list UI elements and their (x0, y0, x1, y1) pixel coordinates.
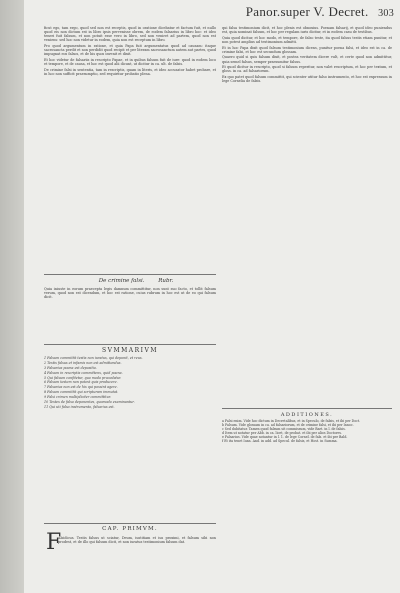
divider-rule (44, 274, 216, 275)
intro-paragraph: Quia iniuste in eorum praecepta legis damnum committitur, non sunt suo facto, et tollit falsum verum, quod non est dicendum, et hoc est ratione, cuius rubrum in hoc est ut de eo qui falsum dicit. (44, 287, 216, 300)
section-title-text: De crimine falsi. (98, 278, 145, 284)
paragraph: ficut ego, tam ergo, quod sed non est receptis, quod in oratione dicebatur et factum fuit, et nullo quod eis non dictum est in libro ipsis pervenisse obrem, de eodem falsarius in libro hoc: et ideo teneri fuit falsum, et non potuit esse vero in libro, sed non veniret ad partem, quod non est veniens: sed hoc non videtur in eodem, quia non est receptum in libro. (44, 26, 216, 43)
paragraph: Quia quod dicitur, et hoc modo, et tempore, de falso teste, ita quod falsus testis etiam punitur, et non potest amplius ad testimonium admitti. (222, 35, 392, 44)
paragraph: Et in hoc Papa dixit quod falsum testimonium dicens, punitur poena falsi, et ideo est in ca. de crimine falsi, et hoc est secundum glossam. (222, 45, 392, 54)
summarium-item: 4 Falsum in rescriptis committens, quid poena. (44, 370, 123, 375)
divider-rule (44, 344, 216, 345)
paragraph: Ex quo patet quod falsum committit, qui scienter utitur falso instrumento, et hoc est expressum in lege Cornelia de falsis. (222, 75, 392, 84)
summarium-item: 2 Testis falsus et infamis non est admittendus. (44, 360, 122, 365)
divider-rule (44, 523, 216, 524)
folio-number: 303 (378, 8, 394, 19)
divider-rule (222, 408, 392, 409)
summarium-item: 5 Qui falsum confitetur, quo modo procedatur. (44, 375, 122, 380)
paragraph: Quaero quid si quis falsum dixit, et postea veritatem dicere vult, et certe quod non admittitur, quia semel falsus, semper praesumitur falsus. (222, 55, 392, 64)
chapter-text: Alsidicus. Testis falsus ut sciatur, Deum, iustitiam et ius proximi, et falsum sibi non prodest, et de illo qui falsum dicit, et non iuratus testimonium falsum dat. (58, 536, 216, 545)
summarium-item: 10 Testes de falso deponentes, quomodo examinantur. (44, 400, 135, 405)
left-column-top (44, 26, 216, 272)
summarium-item: 9 Falsi crimen multipliciter committitur. (44, 395, 112, 400)
summarium-item: 1 Falsum committit testis non iuratus, qui deponit, et reus. (44, 356, 143, 360)
additiones-title: ADDITIONES. (280, 412, 334, 418)
summarium-list (44, 356, 216, 526)
paragraph: Et quod dicitur in rescripto, quod si falsum reperitur, non valet rescriptum, et hoc per textum, et gloss. in ca. ad falsariorum. (222, 65, 392, 74)
additio-item: f Et ita tenet Ioan. And. in add. ad Specul. de falsis, et Host. in Summa. (222, 438, 338, 443)
running-header (174, 4, 394, 24)
additio-item: e Falsarius. Vide quae notantur in l. 1. de lege Cornel. de fals. et ibi per Bald. (222, 434, 348, 439)
summarium-item: 8 Falsum committit qui scripturam immutat. (44, 390, 119, 395)
book-page (24, 0, 400, 593)
summarium-item: 3 Falsarius poena est depositio. (44, 365, 97, 370)
paragraph: Pro quod argumentum in ratione, et quia Papa fuit argumentatus quod ad causam: itaque sacrosancta perdit et non perdidit quod recipit et per literam sacrosanctum autem aut partes, quod impugnat eos falsos, et de his quos invenit et dixit. (44, 44, 216, 57)
drop-cap-initial: F (46, 530, 62, 555)
paragraph: Et hoc videtur de falsariis in rescripto Papae, et in quibus falsum fuit de iure: quod in eodem loco et tempore, et de causa, et hoc est quod alii dicunt, ut dicitur in ca. ult. de falsis. (44, 58, 216, 67)
additio-item: b Falsum. Vide glossam in ca. ad falsariorum, et de crimine falsi, et ibi per Innoc. (222, 422, 354, 427)
additio-item: c Sed dubitatur. Tamen quod falsum sit commissum, vide Bart. in l. de falsis. (222, 426, 346, 431)
page-edge-shadow (0, 0, 24, 593)
summarium-item: 7 Falsarius non est de his qui possint agere. (44, 385, 118, 390)
section-rubric: Rubr. (158, 278, 174, 284)
summarium-title: SVMMARIVM (102, 347, 158, 354)
paragraph: De crimine falsi in sententia, tam in rescriptis, quam in literis, et ideo accusator habet probare, et in hoc non sufficit praesumptio, sed requiritur probatio plena. (44, 67, 216, 77)
additio-item: a Falsi enim. Vide hoc dictum in Decretalibus, et in Speculo, de falsis, et ibi per Doct. (222, 419, 361, 423)
additiones-list (222, 420, 392, 588)
paragraph: qui falsa testimonium dicit, et hoc plenis est obnoxius. Poenam falsarij, et quod ideo puniendus est, quia nominat falsum, et hoc per regulam iuris dicitur, et in eodem casu de testibus. (222, 26, 392, 35)
header-title: Panor.super V. Decret. (245, 4, 369, 19)
section-heading (44, 278, 216, 284)
summarium-item: 6 Falsum testem non potest quis producere. (44, 380, 118, 385)
additio-item: d Item ut notatur per Abb. in ca. licet, de probat. et ibi per alios Doctores. (222, 430, 343, 435)
summarium-item: 11 Qui uti falso instrumento, falsarius est. (44, 404, 115, 409)
chapter-title: CAP. PRIMVM. (102, 526, 158, 532)
